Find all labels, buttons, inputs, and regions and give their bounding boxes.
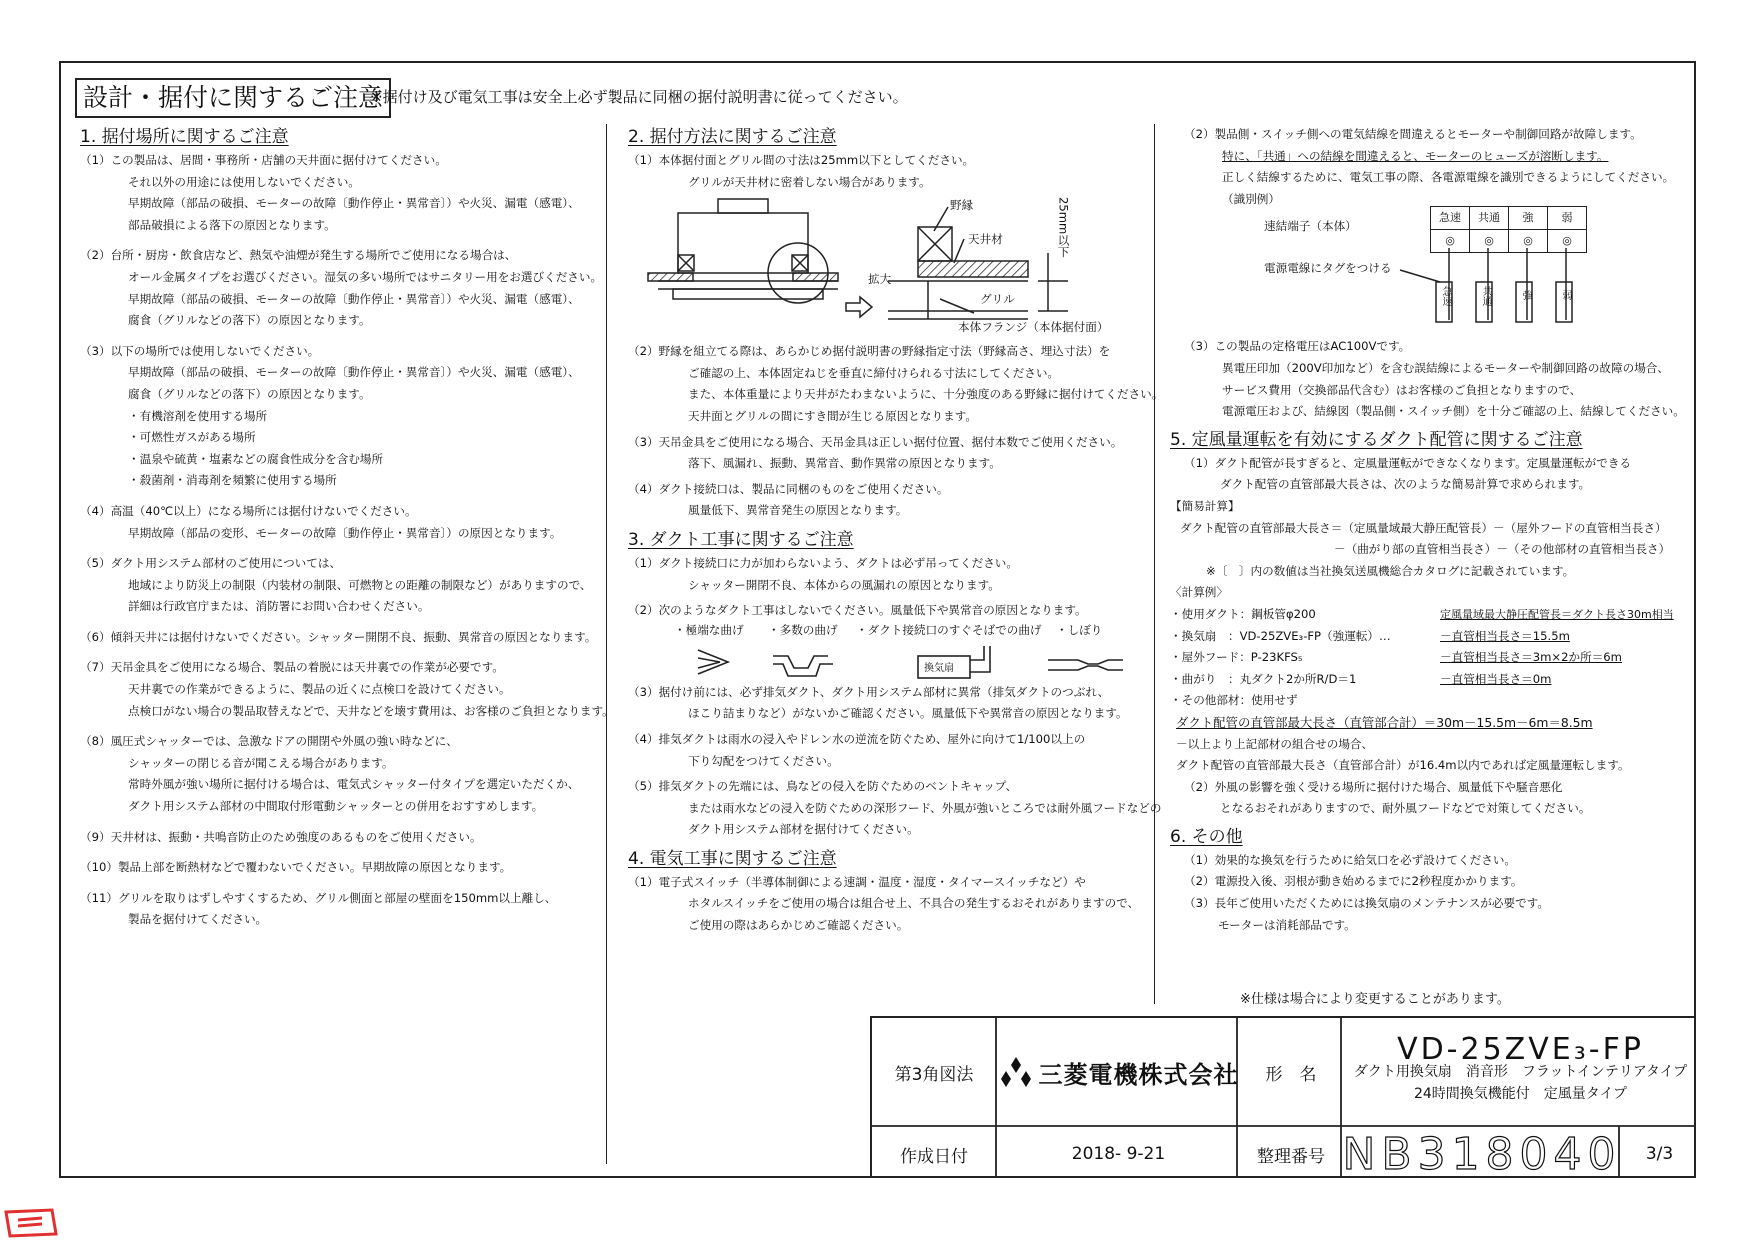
tag-weak: 弱 <box>1560 290 1571 301</box>
note-1-6: （6）傾斜天井には据付けないでください。シャッター開閉不良、振動、異常音の原因となります。 <box>80 629 597 644</box>
terminal-header: 共通 <box>1470 207 1509 230</box>
projection-method: 第3角図法 <box>894 1064 974 1085</box>
note-3-4: （4）排気ダクトは雨水の浸入やドレン水の逆流を防ぐため、屋外に向けて1/100以上の 下り勾配をつけてください。 <box>628 731 1086 768</box>
terminal-screw: ◎ <box>1470 229 1509 252</box>
document-number: NB318040 <box>1342 1128 1622 1180</box>
note-5-2: （2）外風の影響を強く受ける場所に据付けた場合、風量低下や騒音悪化 となるおそれがありますので、耐外風フードなどで対策してください。 <box>1184 779 1591 816</box>
label-ceiling: 天井材 <box>968 232 1003 247</box>
label-fan: 換気扇 <box>924 662 954 674</box>
note-1-4: （4）高温（40℃以上）になる場所には据付けないでください。 早期故障（部品の変形、モーターの故障〔動作停止・異常音〕）の原因となります。 <box>80 503 562 540</box>
label-extreme-bend: ・極端な曲げ <box>674 622 744 637</box>
model-label: 形 名 <box>1265 1064 1317 1085</box>
calc-heading: 【簡易計算】 <box>1170 498 1240 513</box>
calc-formula: ダクト配管の直管部最大長さ＝（定風量域最大静圧配管長）－（屋外フードの直管相当長さ） <box>1180 520 1667 535</box>
column-3: （2）製品側・スイッチ側への電気結線を間違えるとモーターや制御回路が故障します。 特に、「共通」への結線を間違えると、モーターのヒューズが溶断します。 正しく結線するために、電気工事の際、各電源電線を識別できるようにしてください。 （識別例） 速結端子（本体） 急速 共通 強 弱 ◎ ◎ ◎ ◎ 電源電線にタグをつける 急速 共通 強 弱 （3）この製品の定格電圧はAC100Vです。 異電圧印加（200V印加など）を含む誤結線によるモーターや制御回路の故障の場合、 サービス費用（交換部品代含む）はお客様のご負担となりますので、 電源電圧および、結線図（製品側・スイッチ側）を十分ご確認の上、結線してください。 5. 定風量運転を有効にするダクト配管に関するご注意 （1）ダクト配管が長すぎると、定風量運転ができなくなります。定風量運転ができる ダクト配管の直管部最大長さは、次のような簡易計算で求められます。 【簡易計算】 ダクト配管の直管部最大長さ＝（定風量域最大静圧配管長）－（屋外フードの直管相当長さ） －（曲がり部の直管相当長さ）－（その他部材の直管相当長さ） ※〔 〕内の数値は当社換気送風機総合カタログに記載されています。 〈計算例〉 ・使用ダクト：鋼板管φ200 ・換気扇 ：VD-25ZVE₃-FP（強運転）… ・屋外フード：P-23KFS₅ ・曲がり ：丸ダクト2か所R/D＝1 ・その他部材：使用せず 定風量域最大静圧配管長＝ダクト長さ30m相当 －直管相当長さ＝15.5m －直管相当長さ＝3m×2か所＝6m －直管相当長さ＝0m ダクト配管の直管部最大長さ（直管部合計）＝30m－15.5m－6m＝8.5m －以上より上記部材の組合せの場合、 ダクト配管の直管部最大長さ（直管部合計）が16.4m以内であれば定風量運転します。 （2）外風の影響を強く受ける場所に据付けた場合、風量低下や騒音悪化 となるおそれがありますので、耐外風フードなどで対策してください。 6. その他 （1）効果的な換気を行うために給気口を必ず設けてください。 （2）電源投入後、羽根が動き始めるまでに2秒程度かかります。 （3）長年ご使用いただくためには換気扇のメンテナンスが必要です。 モーターは消耗部品です。 <box>1170 124 1690 936</box>
tag-label: 電源電線にタグをつける <box>1264 261 1392 276</box>
note-3-1: （1）ダクト接続口に力が加わらないよう、ダクトは必ず吊ってください。 シャッター開閉不良、本体からの風漏れの原因となります。 <box>628 555 1018 592</box>
model-desc-1: ダクト用換気扇 消音形 フラットインテリアタイプ <box>1353 1064 1688 1080</box>
calc-result: ダクト配管の直管部最大長さ（直管部合計）＝30m－15.5m－6m＝8.5m <box>1176 714 1593 730</box>
note-4-2: （2）製品側・スイッチ側への電気結線を間違えるとモーターや制御回路が故障します。 特に、「共通」への結線を間違えると、モーターのヒューズが溶断します。 正しく結線するために、電気工事の際、各電源電線を識別できるようにしてください。 （識別例） <box>1184 127 1675 206</box>
terminal-header: 強 <box>1509 207 1548 230</box>
note-1-8: （8）風圧式シャッターでは、急激なドアの開閉や外風の強い時などに、 シャッターの閉じる音が聞こえる場合があります。 常時外風が強い場所に据付ける場合は、電気式シャッター付タイプを選定いただくか、 ダクト用システム部材の中間取付形電動シャッターとの併用をおすすめします。 <box>80 734 580 814</box>
label-dimension: 25mm以下 <box>1056 197 1071 258</box>
section-3-title: 3. ダクト工事に関するご注意 <box>628 529 854 550</box>
page-number: 3/3 <box>1645 1144 1674 1164</box>
wiring-diagram <box>1170 210 1670 336</box>
company-name: 三菱電機株式会社 <box>1038 1060 1239 1089</box>
creation-date: 2018- 9-21 <box>1071 1144 1166 1164</box>
model-number: VD-25ZVE₃-FP <box>1397 1032 1644 1067</box>
safety-note: ※据付け及び電気工事は安全上必ず製品に同梱の据付説明書に従ってください。 <box>370 88 908 106</box>
note-1-2: （2）台所・厨房・飲食店など、熱気や油煙が発生する場所でご使用になる場合は、 オール金属タイプをお選びください。湿気の多い場所ではサニタリー用をお選びください。 早期故障（部品の破損、モーターの故障〔動作停止・異常音〕）や火災、漏電（感電）、 腐食（グリルなどの落下）の原因となります。 <box>80 248 603 328</box>
duct-bends-diagram <box>628 644 1148 684</box>
section-1-title: 1. 据付場所に関するご注意 <box>80 127 289 147</box>
note-3-5: （5）排気ダクトの先端には、鳥などの侵入を防ぐためのベントキャップ、 または雨水などの浸入を防ぐための深形フード、外風が強いところでは耐外風フードなどの ダクト用システム部材を据付けてください。 <box>628 779 1162 837</box>
section-6-title: 6. その他 <box>1170 826 1243 847</box>
label-nobuchi: 野縁 <box>950 198 974 213</box>
model-info <box>1343 1018 1698 1126</box>
example-heading: 〈計算例〉 <box>1170 585 1228 600</box>
tag-strong: 強 <box>1520 290 1531 301</box>
note-2-1: （1）本体据付面とグリル間の寸法は25mm以下としてください。 <box>628 153 975 167</box>
docno-label: 整理番号 <box>1257 1146 1325 1167</box>
three-diamonds-icon <box>999 1057 1033 1087</box>
note-1-1: （1）この製品は、居間・事務所・店舗の天井面に据付けてください。 それ以外の用途には使用しないでください。 早期故障（部品の破損、モーターの故障〔動作停止・異常音〕）や火災、漏電（感電）、 部品破損による落下の原因となります。 <box>80 153 580 232</box>
note-1-10: （10）製品上部を断熱材などで覆わないでください。早期故障の原因となります。 <box>80 860 512 875</box>
label-grill: グリル <box>980 292 1015 307</box>
terminal-screw: ◎ <box>1548 229 1587 252</box>
tag-common: 共通 <box>1480 286 1491 307</box>
wiring-example-figure <box>1170 210 1670 336</box>
note-2-2: （2）野縁を組立てる際は、あらかじめ据付説明書の野縁指定寸法（野縁高さ、埋込寸法）を ご確認の上、本体固定ねじを垂直に締付けられる寸法にしてください。 また、本体重量により天井がたわまないように、十分強度のある野縁に据付けてください。 天井面とグリルの間にすき間が生じる原因となります。 <box>628 344 1164 423</box>
column-1 <box>80 124 614 931</box>
spec-change-note: ※仕様は場合により変更することがあります。 <box>1240 992 1510 1007</box>
terminal-screw: ◎ <box>1431 229 1470 252</box>
calc-formula-cont: －（曲がり部の直管相当長さ）－（その他部材の直管相当長さ） <box>1334 542 1671 557</box>
label-enlarge: 拡大 <box>868 272 892 287</box>
label-flange: 本体フランジ（本体据付面） <box>958 320 1109 335</box>
note-5-1: （1）ダクト配管が長すぎると、定風量運転ができなくなります。定風量運転ができる ダクト配管の直管部最大長さは、次のような簡易計算で求められます。 <box>1184 455 1632 492</box>
section-5-title: 5. 定風量運転を有効にするダクト配管に関するご注意 <box>1170 429 1583 450</box>
note-1-7: （7）天吊金具をご使用になる場合、製品の着脱には天井裏での作業が必要です。 天井裏での作業ができるように、製品の近くに点検口を設けてください。 点検口がない場合の製品取替えなどで、天井などを壊す費用は、お客様のご負担となります。 <box>80 660 614 718</box>
date-label: 作成日付 <box>900 1146 968 1167</box>
tag-rapid: 急速 <box>1440 286 1451 307</box>
section-2-title: 2. 据付方法に関するご注意 <box>628 127 837 147</box>
note-3-3: （3）据付け前には、必ず排気ダクト、ダクト用システム部材に異常（排気ダクトのつぶれ、 ほこり詰まりなど）がないかご確認ください。風量低下や異常音の原因となります。 <box>628 684 1128 721</box>
note-2-3: （3）天吊金具をご使用になる場合、天吊金具は正しい据付位置、据付本数でご使用ください。 落下、風漏れ、振動、異常音、動作異常の原因となります。 <box>628 434 1123 471</box>
title-block <box>870 1016 1696 1178</box>
terminal-header: 急速 <box>1431 207 1470 230</box>
company-logo <box>998 1018 1239 1126</box>
note-1-3: （3）以下の場所では使用しないでください。 早期故障（部品の破損、モーターの故障〔動作停止・異常音〕）や火災、漏電（感電）、 腐食（グリルなどの落下）の原因となります。 ・有機溶剤を使用する場所 ・可燃性ガスがある場所 ・温泉や硫黄・塩素などの腐食性成分を含む場所 ・殺菌剤・消毒剤を頻繁に使用する場所 <box>80 343 580 488</box>
terminal-label: 速結端子（本体） <box>1264 219 1357 234</box>
installation-figure <box>628 193 1148 341</box>
duct-bend-figure <box>628 622 1148 682</box>
calc-example <box>1170 604 1690 712</box>
label-constriction: ・しぼり <box>1056 622 1103 637</box>
example-values: 定風量域最大静圧配管長＝ダクト長さ30m相当 －直管相当長さ＝15.5m －直管相当長さ＝3m×2か所＝6m －直管相当長さ＝0m <box>1440 607 1674 686</box>
label-bend-near-outlet: ・ダクト接続口のすぐそばでの曲げ <box>856 622 1042 637</box>
section-4-title: 4. 電気工事に関するご注意 <box>628 848 837 869</box>
note-2-4: （4）ダクト接続口は、製品に同梱のものをご使用ください。 風量低下、異常音発生の原因となります。 <box>628 481 949 518</box>
terminal-screw: ◎ <box>1509 229 1548 252</box>
label-multiple-bends: ・多数の曲げ <box>768 622 838 637</box>
page-title: 設計・据付に関するご注意 <box>75 78 391 118</box>
terminal-header: 弱 <box>1548 207 1587 230</box>
note-1-11: （11）グリルを取りはずしやすくするため、グリル側面と部屋の壁面を150mm以上離し、 製品を据付けてください。 <box>80 890 557 927</box>
calc-footnote: ※〔 〕内の数値は当社換気送風機総合カタログに記載されています。 <box>1206 563 1575 578</box>
example-items: ・使用ダクト：鋼板管φ200 ・換気扇 ：VD-25ZVE₃-FP（強運転）… ・屋外フード：P-23KFS₅ ・曲がり ：丸ダクト2か所R/D＝1 ・その他部材：使用せず <box>1170 606 1391 708</box>
column-2: 2. 据付方法に関するご注意 （1）本体据付面とグリル間の寸法は25mm以下としてください。 グリルが天井材に密着しない場合があります。 野縁 天井材 グリル 本体フランジ（本体据付面） 拡大 25mm以下 （2）野縁を組立てる際は、あらかじめ据付説明書の野縁指定寸法（野縁高さ、埋込寸法）を ご確認の上、本体固定ねじを垂直に締付けられる寸法にしてください。 また、本体重量により天井がたわまないように、十分強度のある野縁に据付けてください。 天井面とグリルの間にすき間が生じる原因となります。 （3）天吊金具をご使用になる場合、天吊金具は正しい据付位置、据付本数でご使用ください。 落下、風漏れ、振動、異常音、動作異常の原因となります。 （4）ダクト接続口は、製品に同梱のものをご使用ください。 風量低下、異常音発生の原因となります。 3. ダクト工事に関するご注意 （1）ダクト接続口に力が加わらないよう、ダクトは必ず吊ってください。 シャッター開閉不良、本体からの風漏れの原因となります。 （2）次のようなダクト工事はしないでください。風量低下や異常音の原因となります。 ・極端な曲げ ・多数の曲げ ・ダクト接続口のすぐそばでの曲げ ・しぼり 換気扇 （3）据付け前には、必ず排気ダクト、ダクト用システム部材に異常（排気ダクトのつぶれ、 ほこり詰まりなど）がないかご確認ください。風量低下や異常音の原因となります。 （4）排気ダクトは雨水の浸入やドレン水の逆流を防ぐため、屋外に向けて1/100以上の 下り勾配をつけてください。 （5）排気ダクトの先端には、鳥などの侵入を防ぐためのベントキャップ、 または雨水などの浸入を防ぐための深形フード、外風が強いところでは耐外風フードなどの ダクト用システム部材を据付けてください。 4. 電気工事に関するご注意 （1）電子式スイッチ（半導体制御による速調・温度・湿度・タイマースイッチなど）や ホタルスイッチをご使用の場合は組合せ上、不具合の発生するおそれがありますので、 ご使用の際はあらかじめご確認ください。 <box>628 124 1163 937</box>
stamp-mark-icon <box>2 1208 58 1238</box>
note-4-1: （1）電子式スイッチ（半導体制御による速調・温度・湿度・タイマースイッチなど）や ホタルスイッチをご使用の場合は組合せ上、不具合の発生するおそれがありますので、 ご使用の際はあらかじめご確認ください。 <box>628 874 1140 933</box>
note-1-5: （5）ダクト用システム部材のご使用については、 地域により防災上の制限（内装材の制限、可燃物との距離の制限など）がありますので、 詳細は行政官庁または、消防署にお問い合わせください。 <box>80 556 592 614</box>
note-4-3: （3）この製品の定格電圧はAC100Vです。 異電圧印加（200V印加など）を含む誤結線によるモーターや制御回路の故障の場合、 サービス費用（交換部品代含む）はお客様のご負担となりますので、 電源電圧および、結線図（製品側・スイッチ側）を十分ご確認の上、結線してください。 <box>1184 339 1685 419</box>
note-1-9: （9）天井材は、振動・共鳴音防止のため強度のあるものをご使用ください。 <box>80 829 482 844</box>
note-6: （1）効果的な換気を行うために給気口を必ず設けてください。 （2）電源投入後、羽根が動き始めるまでに2秒程度かかります。 （3）長年ご使用いただくためには換気扇のメンテナンスが必要です。 モーターは消耗部品です。 <box>1184 852 1549 932</box>
model-desc-2: 24時間換気機能付 定風量タイプ <box>1413 1086 1628 1102</box>
note-3-2: （2）次のようなダクト工事はしないでください。風量低下や異常音の原因となります。 <box>628 603 1087 618</box>
